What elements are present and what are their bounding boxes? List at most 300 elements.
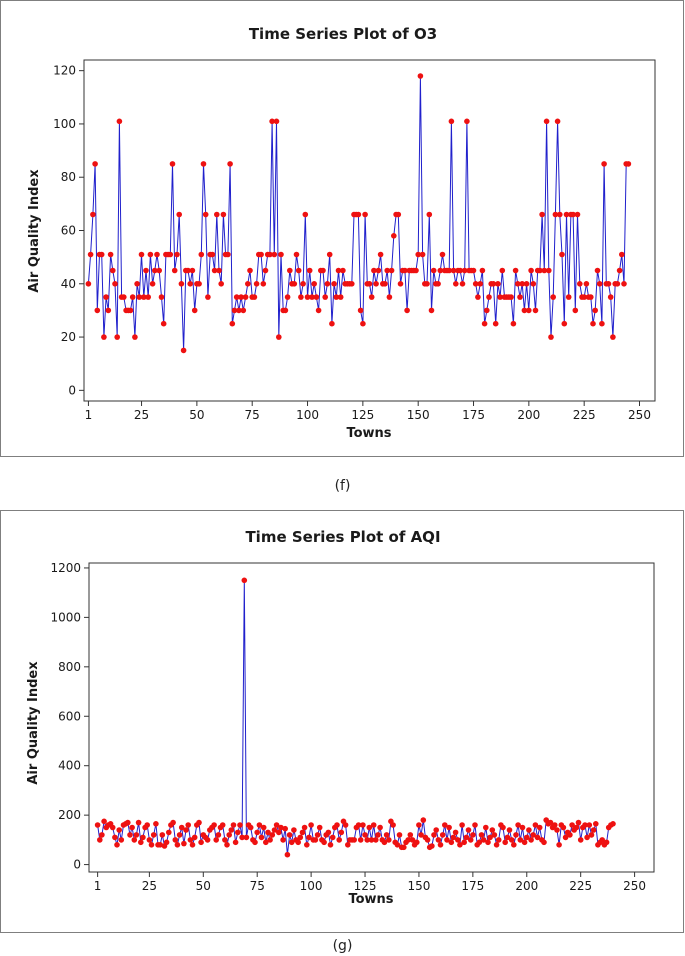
data-point — [500, 268, 506, 274]
data-point — [320, 268, 326, 274]
data-point — [201, 161, 207, 167]
data-point — [230, 321, 236, 327]
data-point — [373, 281, 379, 287]
y-axis-label: Air Quality Index — [27, 169, 42, 293]
data-point — [495, 281, 501, 287]
data-point — [140, 835, 146, 841]
x-axis-label: Towns — [348, 892, 394, 907]
data-point — [597, 281, 603, 287]
data-point — [112, 835, 118, 841]
data-point — [420, 252, 426, 258]
data-point — [254, 281, 260, 287]
data-point — [110, 825, 116, 831]
data-point — [537, 825, 543, 831]
data-point — [371, 822, 377, 828]
data-point — [552, 822, 558, 828]
data-point — [472, 822, 478, 828]
data-point — [150, 281, 156, 287]
data-point — [282, 826, 288, 832]
data-point — [258, 252, 264, 258]
data-point — [220, 822, 226, 828]
o3-chart-panel — [0, 0, 684, 457]
data-point — [287, 268, 293, 274]
data-point — [425, 837, 431, 843]
data-point — [205, 837, 211, 843]
data-point — [303, 212, 309, 218]
data-point — [449, 840, 455, 846]
y-tick-label: 1200 — [50, 560, 81, 575]
data-point — [331, 281, 337, 287]
data-point — [517, 294, 523, 300]
data-point — [621, 281, 627, 287]
data-point — [604, 840, 610, 846]
data-point — [233, 840, 239, 846]
data-point — [159, 294, 165, 300]
data-point — [86, 281, 92, 287]
data-point — [166, 830, 172, 836]
data-point — [144, 822, 150, 828]
data-point — [327, 252, 333, 258]
data-point — [298, 294, 304, 300]
data-point — [548, 334, 554, 340]
data-point — [362, 832, 368, 838]
data-point — [520, 825, 526, 831]
data-point — [170, 161, 176, 167]
data-point — [92, 161, 98, 167]
x-tick-label: 150 — [406, 408, 430, 422]
data-point — [164, 840, 170, 846]
y-tick-label: 600 — [58, 709, 81, 724]
data-point — [601, 161, 607, 167]
data-point — [401, 845, 407, 851]
data-point — [455, 837, 461, 843]
data-point — [490, 827, 496, 833]
data-point — [99, 252, 105, 258]
data-point — [508, 294, 514, 300]
y-tick-label: 0 — [68, 383, 76, 398]
data-point — [125, 820, 131, 826]
data-point — [336, 837, 342, 843]
data-point — [468, 837, 474, 843]
data-point — [314, 294, 320, 300]
data-point — [453, 830, 459, 836]
data-point — [449, 119, 455, 125]
data-point — [196, 820, 202, 826]
y-tick-label: 1000 — [50, 610, 81, 625]
data-point — [591, 827, 597, 833]
x-tick-label: 1 — [84, 408, 93, 422]
data-point — [183, 827, 189, 833]
data-point — [322, 294, 328, 300]
data-point — [302, 825, 308, 831]
data-point — [578, 837, 584, 843]
data-point — [554, 827, 560, 833]
data-point — [511, 842, 517, 848]
data-point — [267, 837, 273, 843]
data-point — [185, 822, 191, 828]
data-point — [459, 822, 465, 828]
data-point — [375, 832, 381, 838]
data-point — [608, 294, 614, 300]
data-point — [99, 832, 105, 838]
data-point — [317, 825, 323, 831]
data-point — [252, 294, 258, 300]
data-point — [295, 840, 301, 846]
data-point — [522, 840, 528, 846]
data-point — [574, 825, 580, 831]
x-tick-label: 25 — [141, 879, 158, 893]
x-tick-label: 125 — [353, 879, 377, 893]
data-point — [362, 212, 368, 218]
data-point — [216, 268, 222, 274]
data-point — [296, 268, 302, 274]
data-point — [285, 294, 291, 300]
data-point — [313, 837, 319, 843]
data-point — [382, 281, 388, 287]
data-point — [263, 268, 269, 274]
data-point — [173, 837, 179, 843]
data-point — [192, 835, 198, 841]
data-point — [513, 832, 519, 838]
x-tick-label: 125 — [351, 408, 375, 422]
data-point — [404, 308, 410, 314]
data-point — [315, 832, 321, 838]
y-tick-label: 400 — [58, 758, 81, 773]
data-point — [485, 840, 491, 846]
data-point — [218, 281, 224, 287]
y-tick-label: 200 — [58, 808, 81, 823]
data-point — [311, 281, 317, 287]
data-point — [176, 212, 182, 218]
data-point — [129, 825, 135, 831]
data-point — [360, 822, 366, 828]
y-tick-label: 120 — [53, 63, 76, 78]
data-point — [475, 294, 481, 300]
data-point — [480, 268, 486, 274]
figure-caption-g: (g) — [332, 938, 353, 954]
chart-title: Time Series Plot of O3 — [248, 25, 438, 43]
data-point — [358, 308, 364, 314]
data-point — [528, 837, 534, 843]
data-point — [170, 820, 176, 826]
data-point — [117, 119, 123, 125]
data-point — [509, 837, 515, 843]
data-point — [242, 578, 248, 584]
x-tick-label: 1 — [93, 879, 102, 893]
data-point — [95, 308, 101, 314]
data-point — [477, 281, 483, 287]
data-point — [132, 837, 138, 843]
data-point — [387, 294, 393, 300]
x-tick-label: 250 — [628, 408, 651, 422]
data-point — [329, 321, 335, 327]
data-point — [436, 837, 442, 843]
x-tick-label: 50 — [189, 408, 205, 422]
data-point — [90, 212, 96, 218]
data-point — [300, 281, 306, 287]
data-point — [179, 281, 185, 287]
data-point — [429, 843, 435, 849]
data-point — [328, 842, 334, 848]
data-point — [116, 827, 122, 833]
data-point — [187, 281, 193, 287]
x-tick-label: 200 — [517, 408, 541, 422]
data-point — [349, 281, 355, 287]
data-point — [121, 294, 127, 300]
data-point — [203, 212, 209, 218]
y-axis-ticks — [50, 561, 89, 872]
data-point — [248, 825, 254, 831]
data-point — [254, 830, 260, 836]
data-point — [285, 852, 291, 858]
data-point — [221, 212, 227, 218]
y-tick-label: 0 — [73, 857, 81, 872]
data-point — [367, 281, 373, 287]
x-tick-label: 100 — [299, 879, 323, 893]
data-point — [592, 308, 598, 314]
data-point — [431, 268, 437, 274]
data-point — [280, 837, 286, 843]
x-tick-label: 75 — [249, 879, 265, 893]
data-point — [376, 268, 382, 274]
data-point — [615, 281, 621, 287]
data-point — [345, 842, 351, 848]
data-point — [391, 233, 397, 239]
data-point — [356, 212, 362, 218]
data-point — [276, 830, 282, 836]
data-point — [427, 212, 433, 218]
data-point — [145, 294, 151, 300]
data-point — [227, 161, 233, 167]
data-point — [95, 822, 101, 828]
data-point — [511, 321, 517, 327]
x-tick-label: 150 — [407, 879, 431, 893]
data-point — [544, 119, 550, 125]
figure-caption-f: (f) — [334, 478, 351, 494]
data-point — [466, 827, 472, 833]
data-point — [429, 308, 435, 314]
data-point — [114, 334, 120, 340]
data-point — [291, 827, 297, 833]
o3-time-series-chart — [1, 1, 685, 458]
x-tick-label: 225 — [572, 408, 596, 422]
data-point — [526, 827, 532, 833]
x-axis-ticks — [94, 872, 646, 893]
data-point — [108, 252, 114, 258]
data-point — [562, 321, 568, 327]
data-series — [86, 73, 632, 353]
data-point — [222, 837, 228, 843]
data-point — [177, 832, 183, 838]
data-point — [556, 842, 562, 848]
data-point — [114, 842, 120, 848]
data-point — [599, 321, 605, 327]
data-point — [378, 252, 384, 258]
data-point — [610, 821, 616, 827]
data-point — [577, 281, 583, 287]
data-point — [270, 832, 276, 838]
data-point — [541, 840, 547, 846]
data-point — [610, 334, 616, 340]
data-point — [134, 832, 140, 838]
data-point — [384, 832, 390, 838]
data-point — [502, 840, 508, 846]
data-point — [593, 821, 599, 827]
data-point — [151, 832, 157, 838]
x-tick-label: 75 — [244, 408, 260, 422]
data-point — [190, 842, 196, 848]
data-point — [470, 832, 476, 838]
data-point — [584, 281, 590, 287]
data-point — [304, 842, 310, 848]
data-point — [139, 252, 145, 258]
plot-frame — [84, 60, 655, 401]
data-point — [539, 212, 545, 218]
data-point — [292, 281, 298, 287]
x-tick-label: 250 — [623, 879, 647, 893]
data-point — [103, 294, 109, 300]
data-point — [550, 294, 556, 300]
data-point — [274, 119, 280, 125]
data-point — [507, 827, 513, 833]
data-point — [453, 281, 459, 287]
y-axis-label: Air Quality Index — [26, 661, 41, 785]
data-point — [492, 832, 498, 838]
data-point — [225, 252, 231, 258]
data-point — [416, 822, 422, 828]
data-point — [386, 837, 392, 843]
data-point — [325, 281, 331, 287]
y-tick-label: 100 — [53, 116, 76, 131]
data-point — [161, 321, 167, 327]
data-point — [283, 308, 289, 314]
data-point — [160, 832, 166, 838]
data-point — [134, 281, 140, 287]
data-point — [496, 837, 502, 843]
x-tick-label: 200 — [515, 879, 539, 893]
data-point — [226, 832, 232, 838]
data-point — [247, 268, 253, 274]
data-point — [460, 281, 466, 287]
data-point — [97, 837, 103, 843]
data-point — [308, 822, 314, 828]
data-point — [358, 837, 364, 843]
data-point — [128, 308, 134, 314]
data-point — [143, 268, 149, 274]
data-point — [408, 832, 414, 838]
data-point — [88, 252, 94, 258]
data-point — [132, 334, 138, 340]
data-point — [321, 840, 327, 846]
x-tick-label: 175 — [461, 879, 485, 893]
data-point — [127, 832, 133, 838]
data-point — [483, 825, 489, 831]
y-tick-label: 800 — [58, 659, 81, 674]
y-tick-label: 60 — [60, 223, 76, 238]
data-point — [339, 830, 345, 836]
data-point — [338, 294, 344, 300]
data-point — [287, 832, 293, 838]
data-point — [369, 294, 375, 300]
data-point — [573, 308, 579, 314]
data-point — [526, 308, 532, 314]
data-point — [595, 268, 601, 274]
data-point — [446, 825, 452, 831]
data-point — [343, 822, 349, 828]
data-point — [494, 842, 500, 848]
data-point — [398, 281, 404, 287]
data-point — [484, 308, 490, 314]
data-point — [241, 308, 247, 314]
data-point — [148, 252, 154, 258]
data-point — [589, 832, 595, 838]
data-point — [626, 161, 632, 167]
data-point — [147, 837, 153, 843]
data-point — [435, 281, 441, 287]
data-point — [546, 268, 552, 274]
data-point — [567, 832, 573, 838]
series-line — [98, 580, 613, 854]
data-point — [205, 294, 211, 300]
data-point — [555, 119, 561, 125]
data-point — [486, 294, 492, 300]
data-point — [213, 837, 219, 843]
data-point — [461, 840, 467, 846]
data-point — [153, 821, 159, 827]
data-point — [175, 842, 181, 848]
x-axis-label: Towns — [346, 426, 392, 441]
data-point — [252, 840, 258, 846]
data-point — [561, 825, 567, 831]
data-point — [373, 837, 379, 843]
data-series — [95, 578, 616, 858]
data-point — [389, 268, 395, 274]
data-point — [112, 281, 118, 287]
data-point — [196, 281, 202, 287]
y-tick-label: 80 — [60, 170, 76, 185]
x-tick-label: 225 — [569, 879, 593, 893]
data-point — [136, 820, 142, 826]
data-point — [243, 294, 249, 300]
data-point — [413, 268, 419, 274]
data-point — [326, 830, 332, 836]
data-point — [414, 840, 420, 846]
data-point — [464, 119, 470, 125]
data-point — [231, 822, 237, 828]
data-point — [588, 294, 594, 300]
data-point — [493, 321, 499, 327]
data-point — [272, 252, 278, 258]
data-point — [214, 212, 220, 218]
x-axis-ticks — [85, 401, 651, 422]
data-point — [559, 252, 565, 258]
aqi-time-series-chart — [1, 511, 685, 934]
data-point — [149, 842, 155, 848]
data-point — [566, 294, 572, 300]
data-point — [390, 822, 396, 828]
data-point — [199, 252, 205, 258]
data-point — [130, 294, 136, 300]
data-point — [235, 830, 241, 836]
data-point — [237, 822, 243, 828]
data-point — [261, 825, 267, 831]
data-point — [276, 334, 282, 340]
data-point — [396, 212, 402, 218]
data-point — [340, 268, 346, 274]
data-point — [524, 281, 530, 287]
data-point — [174, 252, 180, 258]
data-point — [557, 212, 563, 218]
